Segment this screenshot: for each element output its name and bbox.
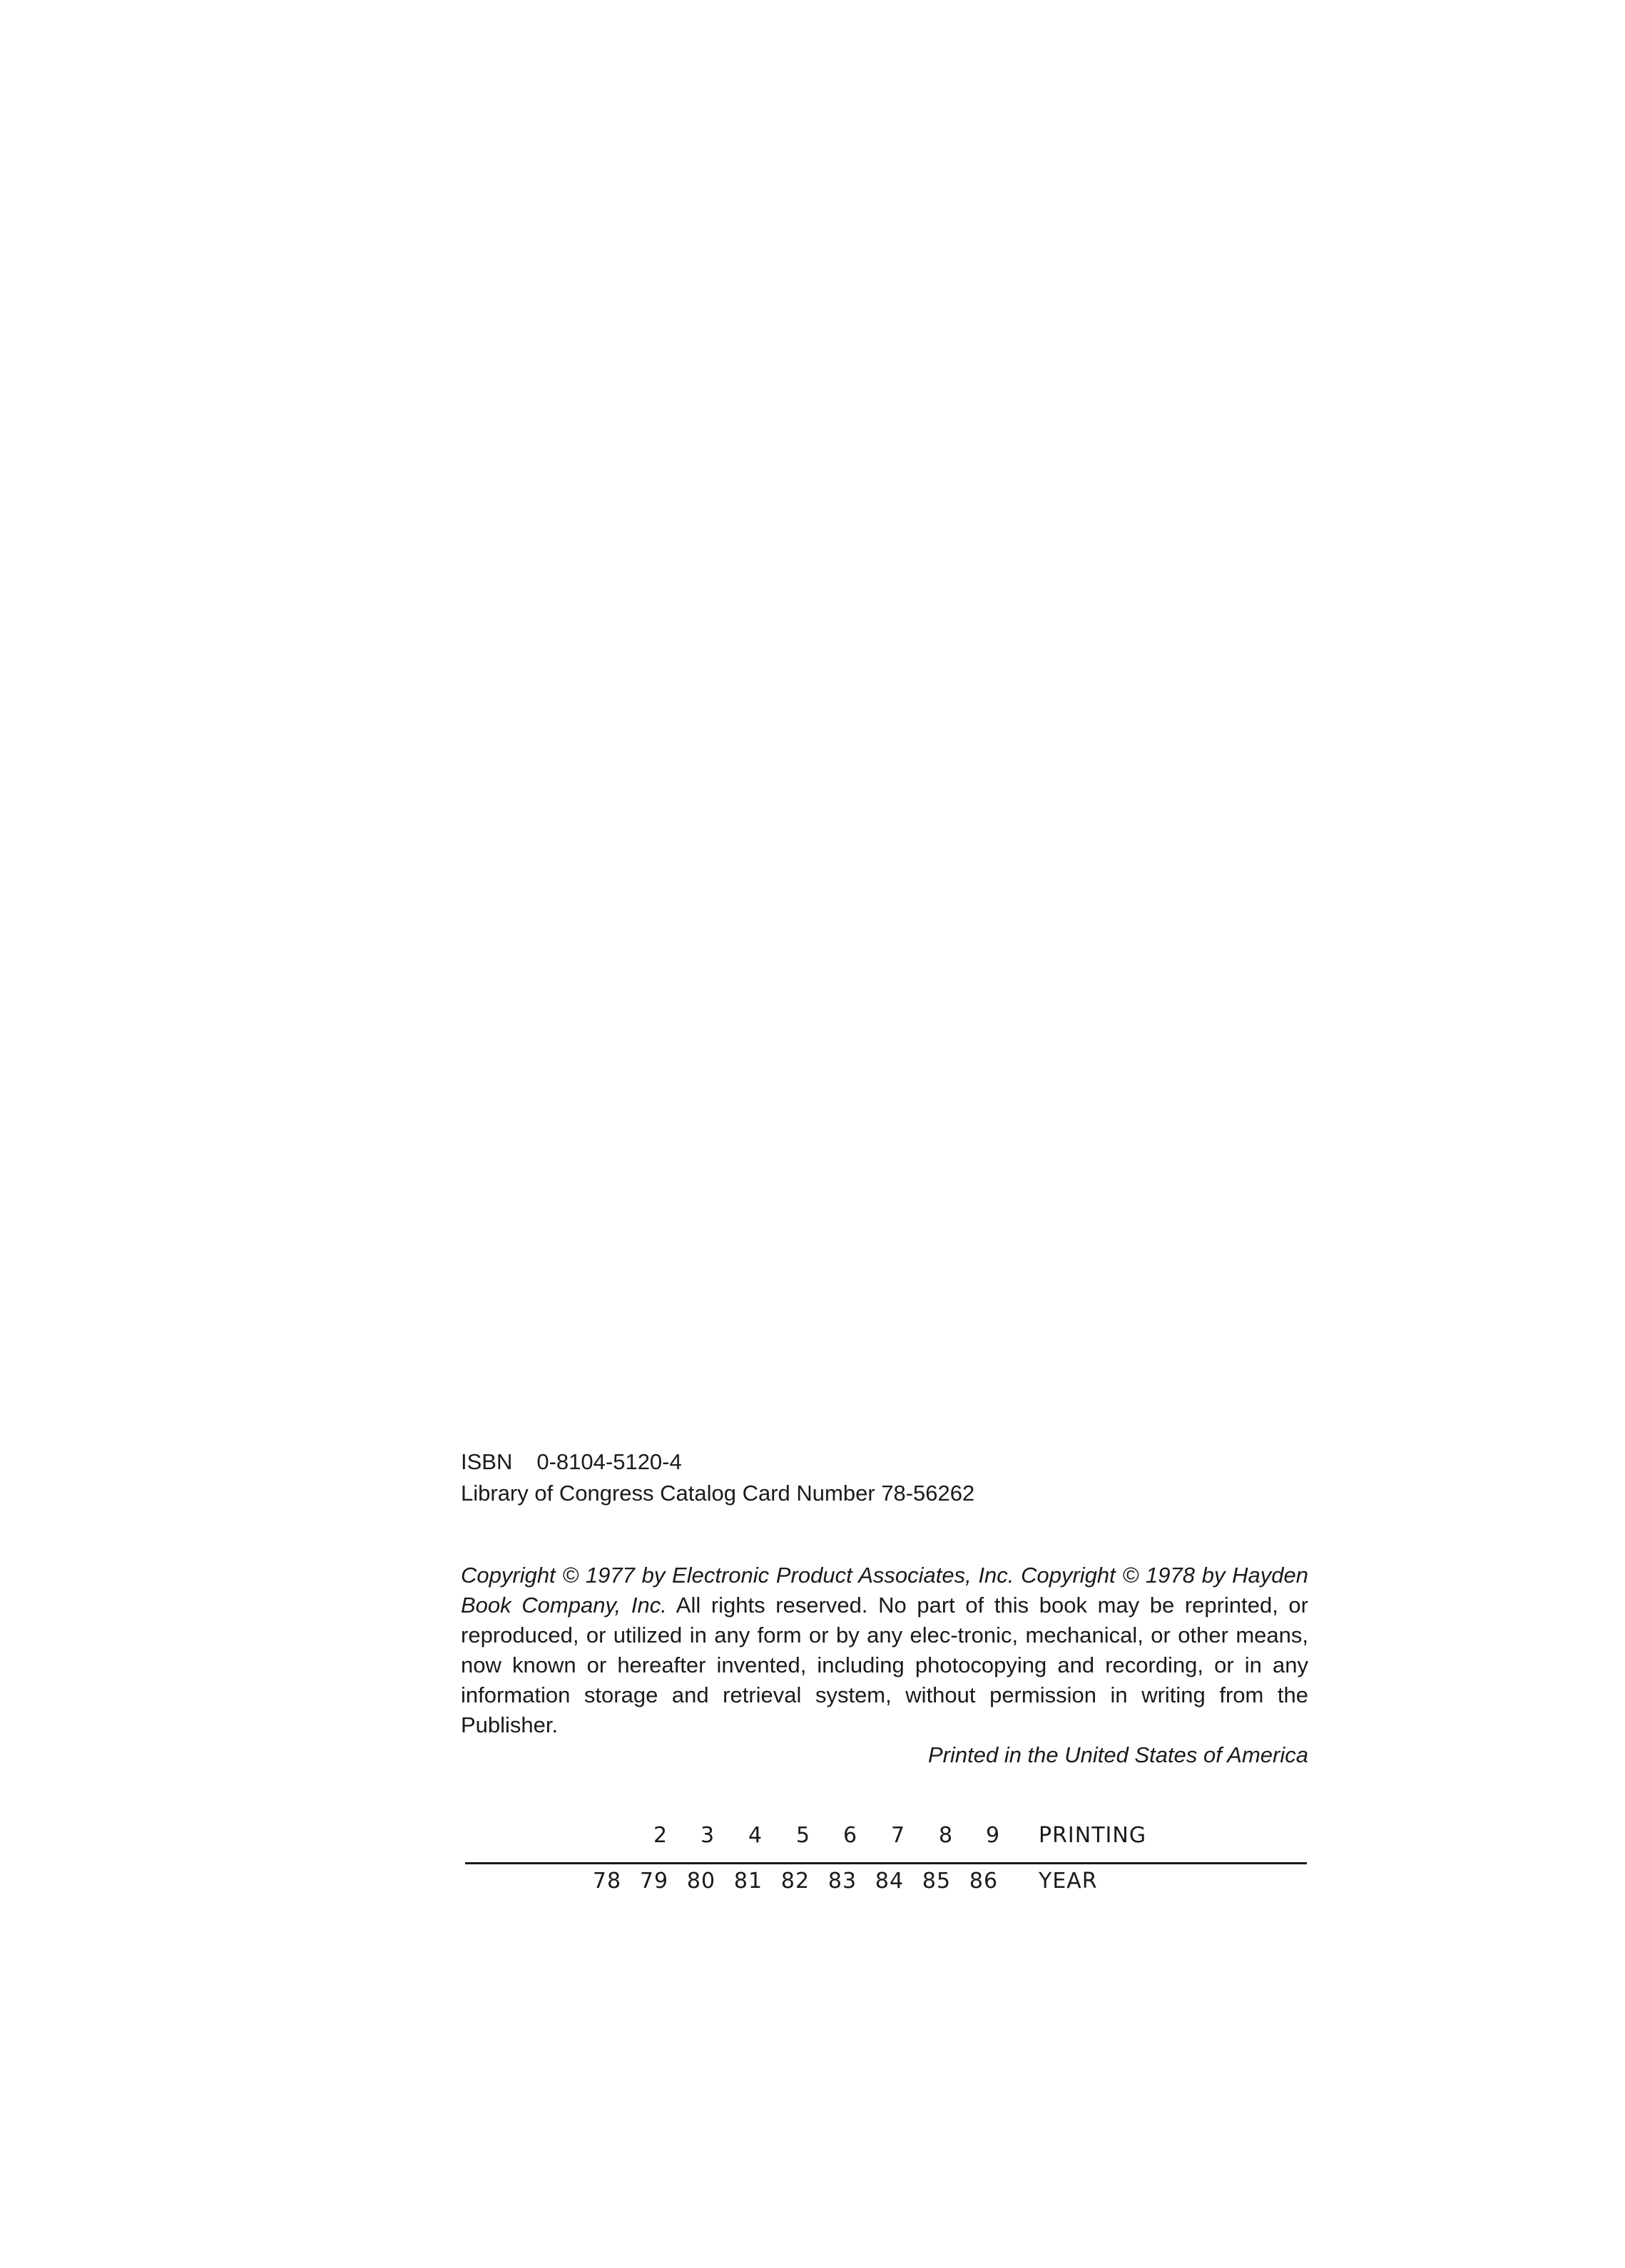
copyright-paragraph [461,1560,1308,1740]
printing-number: 7 [890,1823,906,1848]
year-number: 79 [639,1869,669,1894]
year-number: 80 [686,1869,716,1894]
isbn-label: ISBN [461,1449,513,1474]
printing-number: 2 [653,1823,668,1848]
printing-number: 8 [938,1823,954,1848]
year-row [461,1869,1308,1900]
year-number: 86 [969,1869,999,1894]
copyright-block [461,1560,1308,1770]
printing-number: 6 [842,1823,858,1848]
year-number: 83 [827,1869,857,1894]
lccn-line: Library of Congress Catalog Card Number 78-56262 [461,1481,975,1506]
isbn-block [461,1446,1308,1509]
rights-reserved-text: All rights reserved. No part of this book may be reprinted, or reproduced, or utilized in any form or by any elec-tronic, mechanical, or other means, now known or hereafter invented, including photocopying and recording, or in any information storage and retrieval system, without permission in writing from the Publisher. [461,1593,1308,1737]
printing-number: 9 [985,1823,1001,1848]
year-number: 82 [780,1869,810,1894]
printing-number: 4 [748,1823,763,1848]
year-number: 78 [592,1869,622,1894]
isbn-line [461,1446,1308,1478]
year-number: 85 [922,1869,952,1894]
divider-rule [465,1862,1307,1864]
isbn-number: 0-8104-5120-4 [536,1449,682,1474]
year-label: YEAR [1039,1869,1098,1894]
printed-in-line: Printed in the United States of America [927,1742,1308,1767]
printing-number: 5 [795,1823,811,1848]
copyright-notice: Copyright © 1977 by Electronic Product Associates, Inc. Copyright © 1978 by Hayden Book Company, Inc. [461,1563,1308,1618]
year-number: 84 [875,1869,905,1894]
year-number: 81 [733,1869,763,1894]
printing-label: PRINTING [1039,1823,1147,1848]
printing-number: 3 [700,1823,715,1848]
printing-row [461,1823,1308,1854]
